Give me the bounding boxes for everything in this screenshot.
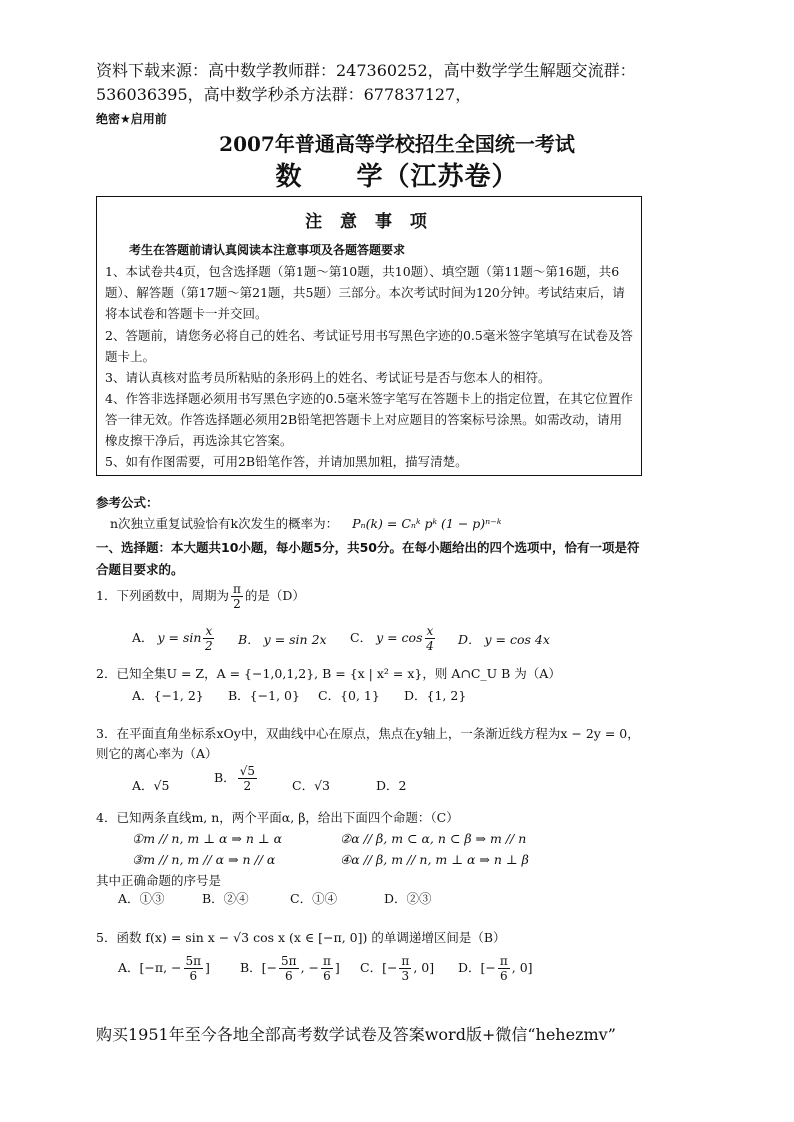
notice-box [96,196,642,476]
q5-b-post: ] [334,960,340,975]
q4-option-c: C．①④ [290,891,338,906]
q5-option-a [118,954,210,983]
formula-text: n次独立重复试验恰有k次发生的概率为： [110,516,339,531]
q1-c-den: 4 [426,639,434,653]
q5-c-post: , 0] [413,960,435,975]
q4-option-b: B．②④ [202,891,249,906]
q4-proposition-1: ①m // n, m ⊥ α ⇒ n ⊥ α [132,831,283,846]
q3-b-den: 2 [243,779,252,793]
q5-b-den-2: 6 [323,969,331,983]
exam-subtitle: 数 学（江苏卷） [275,162,519,192]
secret-label: 绝密★启用前 [96,112,167,126]
q5-b-num-1: 5π [281,954,297,968]
q4-option-d: D．②③ [384,891,432,906]
q5-d-pre: D．[− [458,960,496,975]
q1-c-num: x [426,624,434,638]
q1-option-a [132,624,216,653]
q2-option-b: B．{−1, 0} [228,688,300,703]
q5-d-den: 6 [500,969,508,983]
q5-d-post: , 0] [511,960,533,975]
q5-b-mid: , − [300,960,319,975]
q3-option-d: D．2 [376,778,407,793]
q5-a-num: 5π [185,954,202,968]
formula-label: 参考公式： [96,495,159,510]
section-heading-line-2: 合题目要求的。 [96,562,184,577]
q5-c-fraction [399,954,411,983]
q4-option-a: A．①③ [118,891,165,906]
formula-line [110,514,501,534]
q4-stem: 4．已知两条直线m, n，两个平面α, β，给出下面四个命题：（C） [96,810,459,825]
q1-a-fraction [203,624,214,653]
q3-stem-1: 3．在平面直角坐标系xOy中，双曲线中心在原点，焦点在y轴上，一条渐近线方程为x − 2y = 0， [96,726,640,741]
q5-b-fraction-1 [279,954,299,983]
notice-item-5: 5、如有作图需要，可用2B铅笔作答，并请加黑加粗，描写清楚。 [105,454,468,469]
q4-proposition-4: ④α // β, m // n, m ⊥ α ⇒ n ⊥ β [340,852,529,867]
q5-d-fraction [498,954,510,983]
q1-c-fraction [425,624,436,653]
q3-b-fraction [238,764,257,793]
notice-subtitle: 考生在答题前请认真阅读本注意事项及各题答题要求 [129,243,406,257]
q1-fraction [231,582,243,611]
formula-expression: Pₙ(k) = Cₙᵏ pᵏ (1 − p)ⁿ⁻ᵏ [352,516,502,531]
exam-title: 2007年普通高等学校招生全国统一考试 [219,132,575,156]
q5-b-den-1: 6 [284,969,293,983]
q5-d-num: π [499,954,508,968]
q5-c-num: π [401,954,410,968]
q4-proposition-3: ③m // n, m // α ⇒ n // α [132,852,276,867]
q5-a-den: 6 [189,969,198,983]
notice-item-2: 2、答题前，请您务必将自己的姓名、考试证号用书写黑色字迹的0.5毫米签字笔填写在试卷及答题卡上。 [105,328,633,364]
q3-option-c: C．√3 [292,778,330,793]
q1-a-num: x [205,624,213,638]
q3-b-label: B． [214,770,236,785]
q5-a-post: ] [205,960,210,975]
q5-option-c [360,954,434,983]
q1-option-d: D． y = cos 4x [458,632,550,647]
section-heading-line-1: 一、选择题：本大题共10小题，每小题5分，共50分。在每小题给出的四个选项中，恰有一项是符 [96,540,640,555]
q1-a-label: A． [132,630,154,645]
q4-proposition-2: ②α // β, m ⊂ α, n ⊂ β ⇒ m // n [340,831,527,846]
q5-c-den: 3 [401,969,410,983]
q5-option-d [458,954,533,983]
q5-stem: 5．函数 f(x) = sin x − √3 cos x (x ∈ [−π, 0]) 的单调递增区间是（B） [96,930,506,945]
source-line-2: 536036395，高中数学秒杀方法群：677837127， [96,85,472,104]
q2-option-c: C．{0, 1} [318,688,380,703]
q1-fraction-den: 2 [233,597,241,611]
q1-a-den: 2 [205,639,213,653]
q1-option-b: B． y = sin 2x [238,632,327,647]
q5-a-fraction [184,954,204,983]
q3-option-b [214,764,259,793]
notice-title: 注 意 事 项 [305,212,433,232]
q1-stem-post: 的是（D） [244,588,305,603]
notice-item-3: 3、请认真核对监考员所粘贴的条形码上的姓名、考试证号是否与您本人的相符。 [105,370,551,385]
q2-stem: 2．已知全集U = Z，A = {−1,0,1,2}, B = {x | x² = x}，则 A∩C_U B 为（A） [96,666,561,681]
q5-b-pre: B．[− [240,960,278,975]
q5-b-fraction-2 [321,954,333,983]
q5-a-pre: A．[−π, − [118,960,182,975]
q3-b-num: √5 [239,764,255,778]
q1-fraction-num: π [232,582,241,596]
q1-c-label: C． [350,630,373,645]
q1-a-expr: y = sin [157,630,202,645]
q3-stem-2: 则它的离心率为（A） [96,746,218,761]
q2-option-a: A．{−1, 2} [132,688,204,703]
q1-stem-pre: 1．下列函数中，周期为 [96,588,229,603]
q5-b-num-2: π [323,954,331,968]
q3-option-a: A．√5 [132,778,170,793]
source-line-1: 资料下载来源：高中数学教师群：247360252，高中数学学生解题交流群： [96,61,636,80]
q4-stem-2: 其中正确命题的序号是 [96,873,222,888]
q5-c-pre: C．[− [360,960,398,975]
footer-ad: 购买1951年至今各地全部高考数学试卷及答案word版+微信“hehezmv” [96,1025,616,1044]
notice-item-1: 1、本试卷共4页，包含选择题（第1题～第10题，共10题）、填空题（第11题～第16题，共6题）、解答题（第17题～第21题，共5题）三部分。本次考试时间为120分钟。考试结束后，请将本试卷和答题卡一并交回。 [105,264,625,321]
notice-item-4: 4、作答非选择题必须用书写黑色字迹的0.5毫米签字笔写在答题卡上的指定位置，在其它位置作答一律无效。作答选择题必须用2B铅笔把答题卡上对应题目的答案标号涂黑。如需改动，请用橡皮擦干净后，再选涂其它答案。 [105,391,633,448]
q1-stem [96,582,305,611]
q1-option-c [350,624,437,653]
q2-option-d: D．{1, 2} [404,688,467,703]
q5-option-b [240,954,340,983]
q1-c-expr: y = cos [376,630,423,645]
